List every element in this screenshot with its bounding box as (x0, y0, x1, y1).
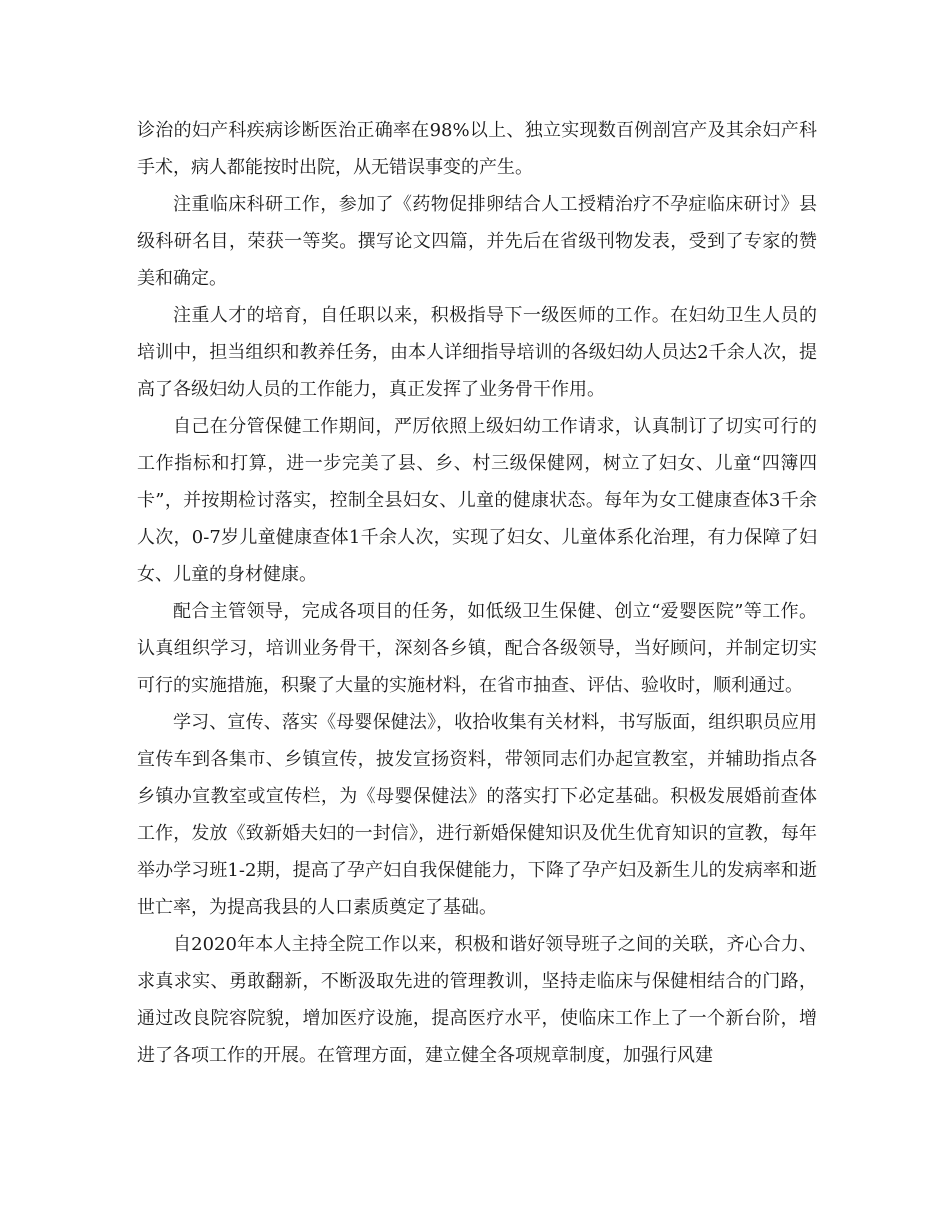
document-body (137, 112, 817, 1074)
paragraph-6: 学习、宣传、落实《母婴保健法》，收拾收集有关材料，书写版面，组织职员应用宣传车到各集市、乡镇宣传，披发宣扬资料，带领同志们办起宣教室，并辅助指点各乡镇办宣教室或宣传栏，为《母婴保健法》的落实打下必定基础。积极发展婚前查体工作，发放《致新婚夫妇的一封信》，进行新婚保健知识及优生优育知识的宣教，每年举办学习班1-2期，提高了孕产妇自我保健能力，下降了孕产妇及新生儿的发病率和逝世亡率，为提高我县的人口素质奠定了基础。 (137, 712, 817, 918)
paragraph-3: 注重人才的培育，自任职以来，积极指导下一级医师的工作。在妇幼卫生人员的培训中，担当组织和教养任务，由本人详细指导培训的各级妇幼人员达2千余人次，提高了各级妇幼人员的工作能力，真正发挥了业务骨干作用。 (137, 305, 817, 400)
paragraph-5: 配合主管领导，完成各项目的任务，如低级卫生保健、创立“爱婴医院”等工作。认真组织学习，培训业务骨干，深刻各乡镇，配合各级领导，当好顾问，并制定切实可行的实施措施，积聚了大量的实施材料，在省市抽查、评估、验收时，顺利通过。 (137, 601, 817, 696)
paragraph-4: 自己在分管保健工作期间，严厉依照上级妇幼工作请求，认真制订了切实可行的工作指标和打算，进一步完美了县、乡、村三级保健网，树立了妇女、儿童“四簿四卡”，并按期检讨落实，控制全县妇女、儿童的健康状态。每年为女工健康查体3千余人次，0-7岁儿童健康查体1千余人次，实现了妇女、儿童体系化治理，有力保障了妇女、儿童的身材健康。 (137, 416, 817, 585)
paragraph-1: 诊治的妇产科疾病诊断医治正确率在98%以上、独立实现数百例剖宫产及其余妇产科手术，病人都能按时出院，从无错误事变的产生。 (137, 120, 817, 178)
paragraph-7: 自2020年本人主持全院工作以来，积极和谐好领导班子之间的关联，齐心合力、求真求实、勇敢翻新，不断汲取先进的管理教训，坚持走临床与保健相结合的门路，通过改良院容院貌，增加医疗设施，提高医疗水平，使临床工作上了一个新台阶，增进了各项工作的开展。在管理方面，建立健全各项规章制度，加强行风建 (137, 934, 817, 1066)
paragraph-2: 注重临床科研工作，参加了《药物促排卵结合人工授精治疗不孕症临床研讨》县级科研名目，荣获一等奖。撰写论文四篇，并先后在省级刊物发表，受到了专家的赞美和确定。 (137, 194, 817, 289)
